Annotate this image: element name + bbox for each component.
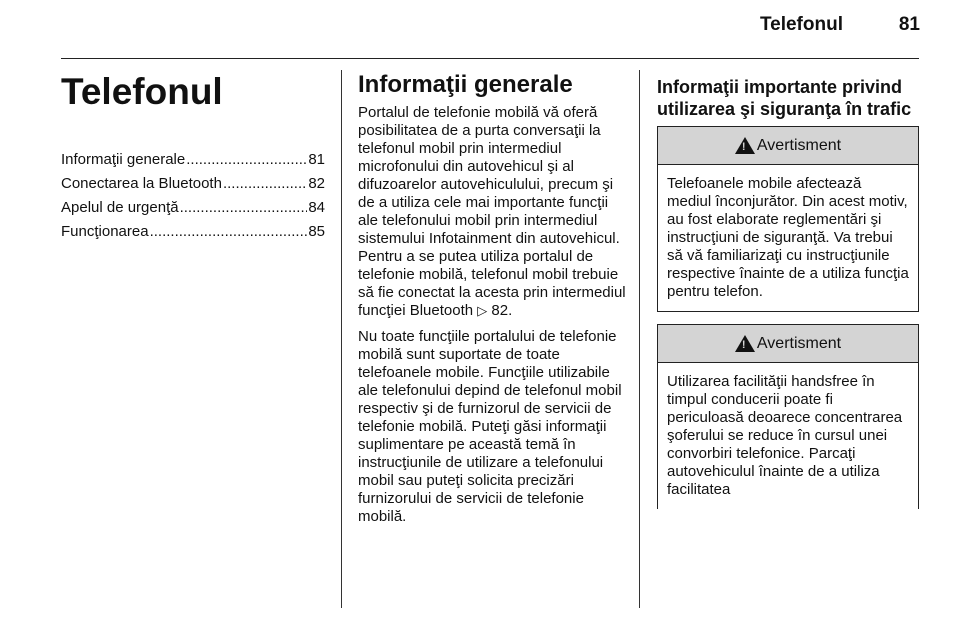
toc-leader-dots xyxy=(180,196,308,220)
toc-entry[interactable] xyxy=(61,220,325,244)
warning-label: Avertisment xyxy=(756,334,842,352)
warning-triangle-icon xyxy=(735,137,755,154)
paragraph xyxy=(358,104,626,320)
toc-entry-page: 82 xyxy=(308,175,325,192)
chapter-title: Telefonul xyxy=(61,71,223,112)
warning-text: Telefoanele mobile afectează mediul înconjurător. Din acest motiv, au fost elaborate reglementări şi instrucţiuni de siguranţă. Va trebui să vă familiarizaţi cu instrucţiunile respective înainte de a utiliza funcţia pentru telefon. xyxy=(667,175,909,300)
warning-label: Avertisment xyxy=(756,136,842,154)
toc-entry-page: 81 xyxy=(308,151,325,168)
toc-entry-label: Apelul de urgenţă xyxy=(61,199,179,216)
paragraph-text: Portalul de telefonie mobilă vă oferă posibilitatea de a purta conversaţii la telefonul mobil prin intermediul microfonului din autovehicul şi al difuzoarelor autovehiculului, precum şi de a utiliza cele mai importante funcţii ale telefonului mobil prin intermediul sistemului Infotainment din autovehicul. Pentru a se putea utiliza portalul de telefonie mobilă, telefonul mobil trebuie să fie conectat la acesta prin intermediul funcţiei Bluetooth xyxy=(358,104,626,319)
table-of-contents xyxy=(61,148,325,244)
toc-leader-dots xyxy=(223,172,307,196)
toc-entry[interactable] xyxy=(61,148,325,172)
column-separator-1 xyxy=(341,70,342,608)
page-reference-link[interactable]: 82. xyxy=(491,302,513,319)
chapter-column xyxy=(61,70,325,244)
warning-header xyxy=(658,127,918,165)
warning-triangle-icon xyxy=(735,335,755,352)
toc-leader-dots xyxy=(186,148,307,172)
subsection-title: Informaţii importante privind utilizarea şi siguranţa în trafic xyxy=(657,77,912,119)
toc-entry-label: Funcţionarea xyxy=(61,223,149,240)
paragraph: Nu toate funcţiile portalului de telefonie mobilă sunt suportate de toate telefoanele mobile. Funcţiile utilizabile ale telefonului depind de telefonul mobil respectiv şi de furnizorul de servicii de telefonie mobilă. Puteţi găsi informaţii suplimentare pe această temă în instrucţiunile de utilizare a telefonului mobil sau puteţi solicita precizări furnizorului de servicii de telefonie mobilă. xyxy=(358,328,622,525)
toc-entry-page: 84 xyxy=(308,199,325,216)
page-reference-arrow-icon: ▷ xyxy=(477,303,488,318)
safety-info-column xyxy=(657,76,919,509)
toc-entry[interactable] xyxy=(61,172,325,196)
toc-entry-label: Conectarea la Bluetooth xyxy=(61,175,222,192)
toc-entry-page: 85 xyxy=(308,223,325,240)
warning-text: Utilizarea facilităţii handsfree în timpul conducerii poate fi periculoasă deoarece concentrarea şoferului se reduce în cursul unei convorbiri telefonice. Parcaţi autovehiculul înainte de a utiliza facilitatea xyxy=(667,373,903,498)
toc-leader-dots xyxy=(150,220,308,244)
toc-entry-label: Informaţii generale xyxy=(61,151,186,168)
general-info-column xyxy=(358,70,626,526)
toc-entry[interactable] xyxy=(61,196,325,220)
warning-header xyxy=(658,325,918,363)
column-separator-2 xyxy=(639,70,640,608)
header-rule xyxy=(61,58,919,59)
warning-box xyxy=(657,324,919,509)
running-header-title: Telefonul xyxy=(759,14,843,35)
warning-box xyxy=(657,126,919,312)
page-number: 81 xyxy=(898,14,920,35)
section-title: Informaţii generale xyxy=(358,71,573,98)
